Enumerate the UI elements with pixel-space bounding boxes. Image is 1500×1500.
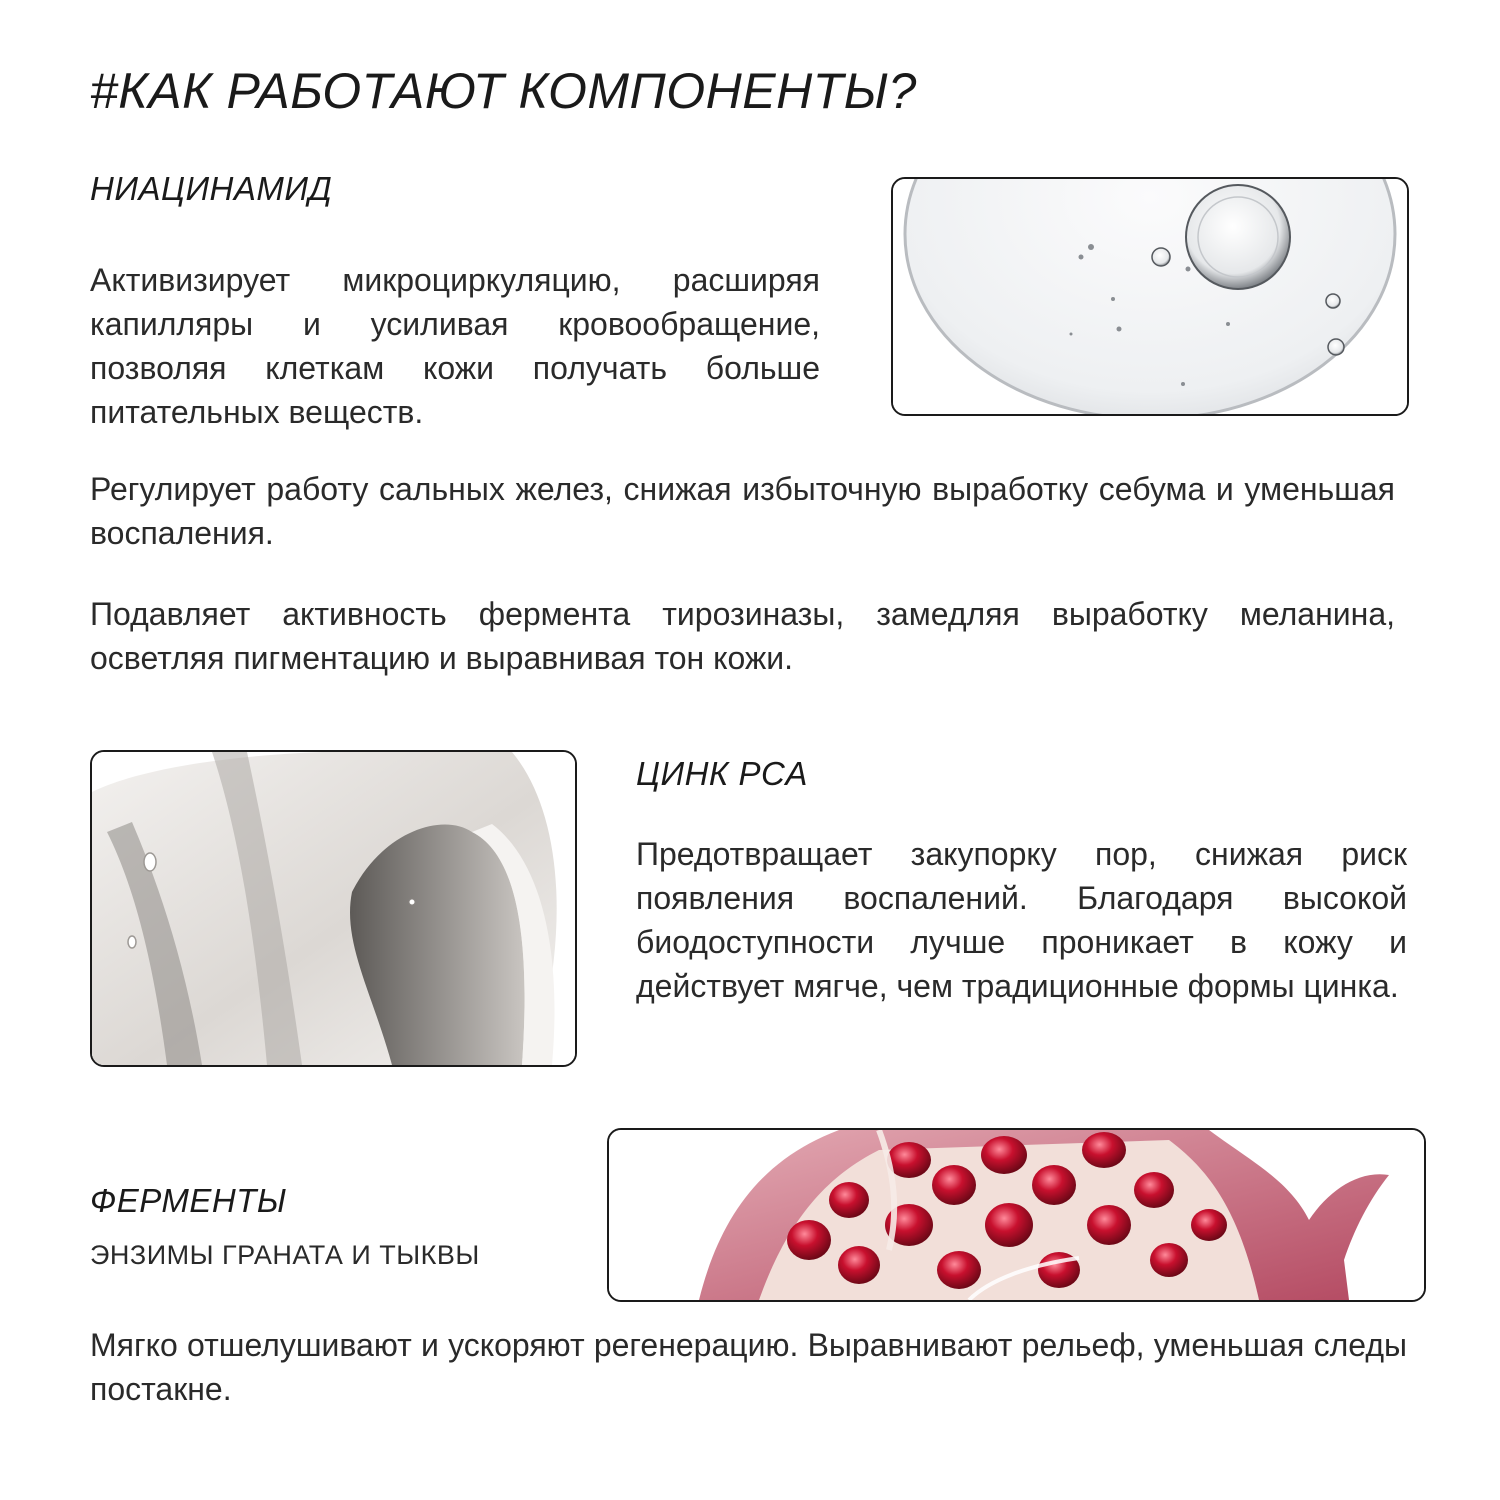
- niacinamide-paragraph-3: Подавляет активность фермента тирозиназы, замедляя выработку меланина, осветляя пигментацию и выравнивая тон кожи.: [90, 596, 1395, 676]
- enzymes-paragraph: Мягко отшелушивают и ускоряют регенерацию. Выравнивают рельеф, уменьшая следы постакне.: [90, 1327, 1407, 1407]
- enzymes-subheading: ЭНЗИМЫ ГРАНАТА И ТЫКВЫ: [90, 1240, 480, 1270]
- niacinamide-heading: НИАЦИНАМИД: [90, 170, 333, 207]
- zinc-paragraph: Предотвращает закупорку пор, снижая риск появления воспалений. Благодаря высокой биодоступности лучше проникает в кожу и действует мягче, чем традиционные формы цинка.: [636, 836, 1407, 1004]
- zinc-heading: ЦИНК PCA: [636, 755, 808, 792]
- enzymes-heading: ФЕРМЕНТЫ: [90, 1182, 287, 1219]
- cream-swatch-image: [90, 750, 577, 1067]
- gel-drop-illustration: [893, 179, 1407, 414]
- page-title: #КАК РАБОТАЮТ КОМПОНЕНТЫ?: [90, 63, 917, 119]
- pomegranate-image: [607, 1128, 1426, 1302]
- cream-swatch-illustration: [92, 752, 575, 1065]
- pomegranate-illustration: [609, 1130, 1424, 1300]
- niacinamide-paragraph-1: Активизирует микроциркуляцию, расширяя капилляры и усиливая кровообращение, позволяя клеткам кожи получать больше питательных веществ.: [90, 262, 820, 430]
- gel-drop-image: [891, 177, 1409, 416]
- niacinamide-paragraph-2: Регулирует работу сальных желез, снижая избыточную выработку себума и уменьшая воспаления.: [90, 471, 1395, 551]
